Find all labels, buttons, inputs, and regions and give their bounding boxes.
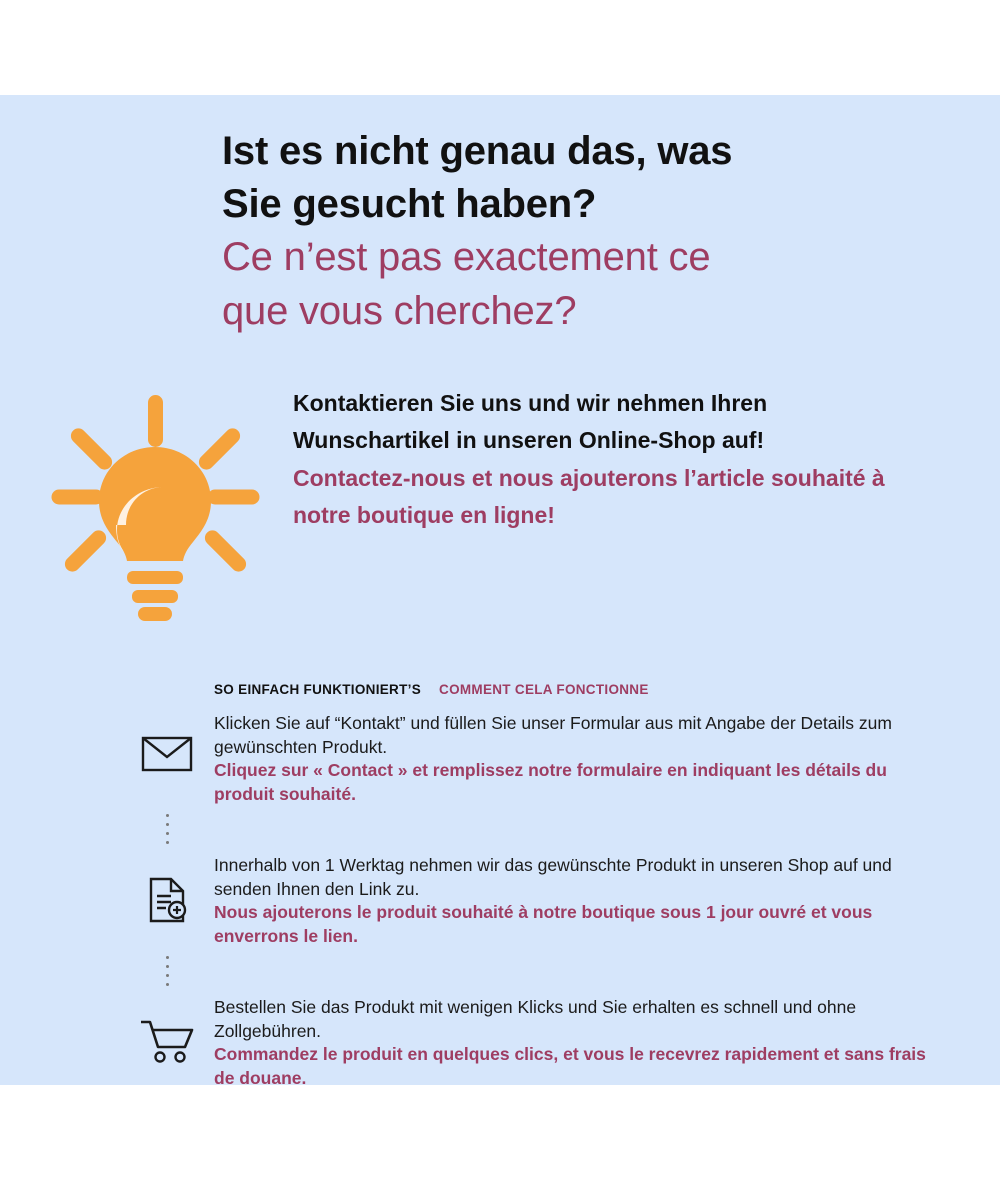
step-fr: Cliquez sur « Contact » et remplissez notre formulaire en indiquant les détails du produit souhaité.	[214, 760, 887, 804]
envelope-icon	[141, 734, 193, 774]
step-de: Innerhalb von 1 Werktag nehmen wir das gewünschte Produkt in unseren Shop auf und senden Ihnen den Link zu.	[214, 855, 892, 899]
document-add-icon	[143, 876, 191, 924]
steps-list	[120, 706, 950, 1094]
step-connector	[120, 952, 214, 990]
step-text-col	[214, 848, 950, 949]
howto-title	[214, 682, 649, 697]
headline-de-line2: Sie gesucht haben?	[222, 182, 597, 227]
intro-fr: Contactez-nous et nous ajouterons l’article souhaité à notre boutique en ligne!	[293, 464, 885, 528]
step-icon-col	[120, 990, 214, 1064]
headline-block	[222, 125, 942, 338]
step-icon-col	[120, 848, 214, 924]
step-item	[120, 706, 950, 810]
step-text-col	[214, 990, 950, 1091]
intro-block	[293, 385, 893, 534]
step-de: Klicken Sie auf “Kontakt” und füllen Sie unser Formular aus mit Angabe der Details zum gewünschten Produkt.	[214, 713, 892, 757]
step-connector	[120, 810, 214, 848]
step-de: Bestellen Sie das Produkt mit wenigen Klicks und Sie erhalten es schnell und ohne Zollgebühren.	[214, 997, 857, 1041]
step-text-col	[214, 706, 950, 807]
lightbulb-illustration	[30, 385, 280, 635]
howto-title-fr: COMMENT CELA FONCTIONNE	[439, 682, 649, 697]
lightbulb-icon	[30, 385, 280, 635]
shopping-cart-icon	[139, 1018, 195, 1064]
intro-de: Kontaktieren Sie uns und wir nehmen Ihren Wunschartikel in unseren Online-Shop auf!	[293, 390, 768, 454]
headline-de-line1: Ist es nicht genau das, was	[222, 129, 733, 173]
step-item	[120, 990, 950, 1094]
step-icon-col	[120, 706, 214, 774]
headline-fr-line2: que vous cherchez?	[222, 288, 577, 333]
howto-title-de: SO EINFACH FUNKTIONIERT’S	[214, 682, 422, 697]
step-fr: Commandez le produit en quelques clics, et vous le recevrez rapidement et sans frais de douane.	[214, 1044, 926, 1088]
step-fr: Nous ajouterons le produit souhaité à notre boutique sous 1 jour ouvré et vous enverrons le lien.	[214, 902, 873, 946]
headline-fr-line1: Ce n’est pas exactement ce	[222, 235, 711, 280]
step-item	[120, 848, 950, 952]
